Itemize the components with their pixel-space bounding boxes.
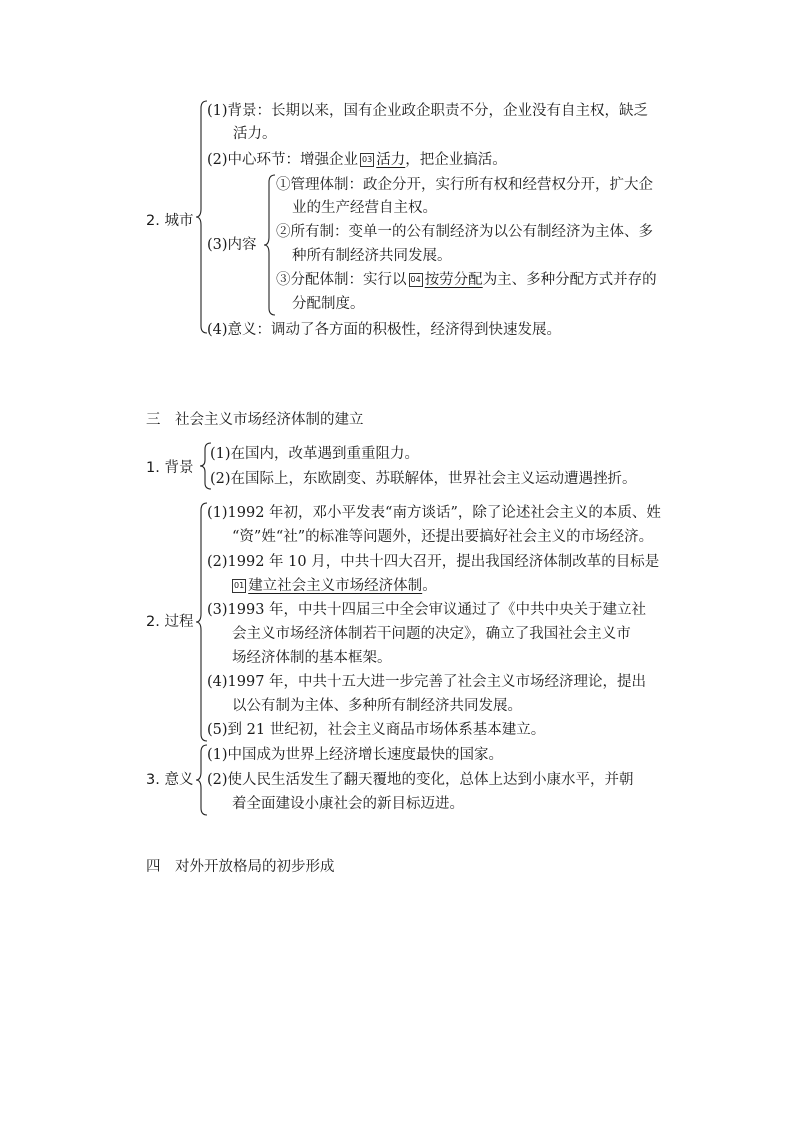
city-label: 2. 城市 [146, 213, 194, 229]
meaning-label: 3. 意义 [146, 772, 194, 788]
process-2-line1: (2)1992 年 10 月，中共十四大召开，提出我国经济体制改革的目标是 [207, 554, 660, 570]
content-distribution-line1 [276, 270, 657, 290]
section-3-title: 三 社会主义市场经济体制的建立 [146, 412, 364, 428]
meaning-2-line2: 着全面建设小康社会的新目标迈进。 [232, 796, 464, 812]
process-1-line2: “资”姓“社”的标准等问题外，还提出要搞好社会主义的市场经济。 [232, 529, 654, 545]
meaning-2-line1: (2)使人民生活发生了翻天覆地的变化，总体上达到小康水平，并朝 [207, 772, 634, 788]
content-ownership-line2: 种所有制经济共同发展。 [292, 248, 452, 264]
content-management-line2: 业的生产经营自主权。 [292, 200, 437, 216]
content-ownership-line1: ②所有制：变单一的公有制经济为以公有制经济为主体、多 [276, 224, 653, 240]
city-background-line2: 活力。 [233, 126, 277, 142]
center-suffix: ，把企业搞活。 [405, 152, 507, 168]
city-brace [196, 100, 208, 334]
process-1-line1: (1)1992 年初，邓小平发表“南方谈话”，除了论述社会主义的本质、姓 [207, 505, 661, 521]
city-content-label: (3)内容 [207, 237, 257, 253]
process-2-answer: 建立社会主义市场经济体制 [248, 578, 423, 594]
content-management-line1: ①管理体制：政企分开，实行所有权和经营权分开，扩大企 [276, 177, 653, 193]
process-2-line2 [230, 576, 437, 596]
city-meaning: (4)意义：调动了各方面的积极性，经济得到快速发展。 [207, 322, 562, 338]
bg-international: (2)在国际上，东欧剧变、苏联解体，世界社会主义运动遭遇挫折。 [210, 471, 637, 487]
meaning-1: (1)中国成为世界上经济增长速度最快的国家。 [207, 747, 504, 763]
center-prefix: (2)中心环节：增强企业 [207, 152, 359, 168]
answer-number-03: 03 [360, 153, 374, 167]
process-brace [196, 502, 208, 742]
process-3-line1: (3)1993 年，中共十四届三中全会审议通过了《中共中央关于建立社 [207, 602, 647, 618]
process-3-line2: 会主义市场经济体制若干问题的决定》，确立了我国社会主义市 [232, 626, 631, 642]
process-5: (5)到 21 世纪初，社会主义商品市场体系基本建立。 [207, 722, 546, 738]
answer-number-04: 04 [409, 273, 423, 287]
process-2-suffix: 。 [422, 578, 437, 594]
city-background-line1: (1)背景：长期以来，国有企业政企职责不分，企业没有自主权，缺乏 [207, 103, 649, 119]
answer-number-01: 01 [232, 579, 246, 593]
process-4-line2: 以公有制为主体、多种所有制经济共同发展。 [232, 698, 522, 714]
bg-domestic: (1)在国内，改革遇到重重阻力。 [210, 446, 420, 462]
distribution-prefix: ③分配体制：实行以 [276, 272, 407, 288]
distribution-suffix: 为主、多种分配方式并存的 [482, 272, 657, 288]
section-4-title: 四 对外开放格局的初步形成 [146, 859, 335, 875]
process-label: 2. 过程 [146, 614, 194, 630]
content-brace [264, 174, 276, 316]
process-4-line1: (4)1997 年，中共十五大进一步完善了社会主义市场经济理论，提出 [207, 674, 647, 690]
content-distribution-line2: 分配制度。 [292, 296, 365, 312]
bg-label: 1. 背景 [146, 460, 194, 476]
distribution-answer: 按劳分配 [424, 272, 483, 288]
city-center-link [207, 150, 507, 170]
center-answer: 活力 [376, 152, 406, 168]
process-3-line3: 场经济体制的基本框架。 [232, 650, 392, 666]
